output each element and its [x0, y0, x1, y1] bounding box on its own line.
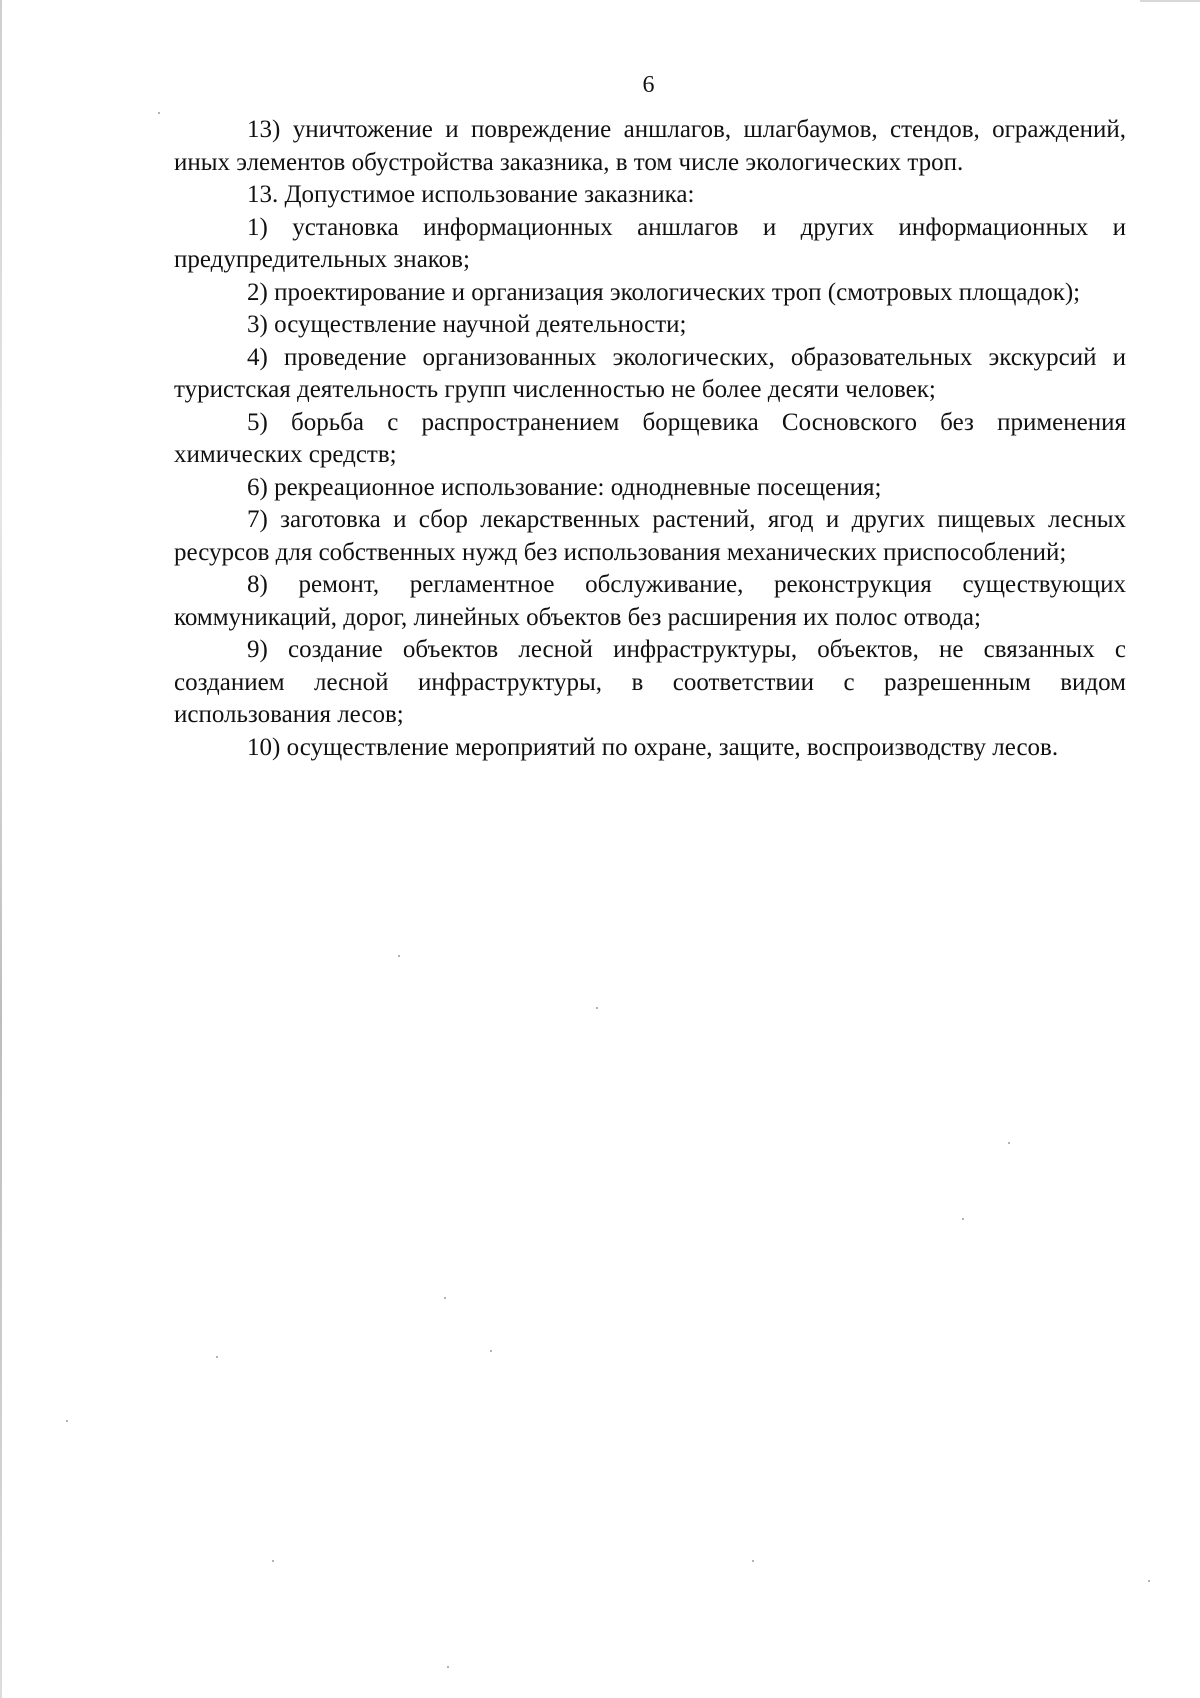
scan-speck: [962, 1218, 964, 1220]
paragraph-item-5: 5) борьба с распространением борщевика Сосновского без применения химических средств;: [174, 408, 1126, 468]
scan-speck: [444, 1297, 446, 1299]
scan-speck: [1148, 1580, 1150, 1582]
scan-speck: [158, 112, 160, 114]
scan-speck: [447, 1666, 449, 1668]
paragraph-item-6: 6) рекреационное использование: однодневные посещения;: [247, 473, 882, 501]
scan-speck: [490, 1350, 492, 1352]
document-body: [174, 114, 1126, 764]
scan-speck: [1008, 1142, 1010, 1144]
scan-speck: [66, 1420, 68, 1422]
paragraph-item-10: 10) осуществление мероприятий по охране, защите, воспроизводству лесов.: [247, 733, 1059, 761]
scan-speck: [596, 1007, 598, 1009]
paragraph-item-8: 8) ремонт, регламентное обслуживание, реконструкция существующих коммуникаций, дорог, линейных объектов без расширения их полос отвода;: [174, 571, 1126, 631]
scan-border-left: [0, 0, 2, 1698]
paragraph-item-13-destruction: 13) уничтожение и повреждение аншлагов, шлагбаумов, стендов, ограждений, иных элементов обустройства заказника, в том числе экологических троп.: [174, 116, 1126, 176]
scan-speck: [752, 1560, 754, 1562]
paragraph-item-4: 4) проведение организованных экологических, образовательных экскурсий и туристская деятельность групп численностью не более десяти человек;: [174, 343, 1126, 403]
paragraph-item-1: 1) установка информационных аншлагов и других информационных и предупредительных знаков;: [174, 213, 1126, 273]
page-number: 6: [642, 72, 655, 98]
paragraph-item-3: 3) осуществление научной деятельности;: [247, 311, 687, 338]
paragraph-item-9: 9) создание объектов лесной инфраструктуры, объектов, не связанных с созданием лесной инфраструктуры, в соответствии с разрешенным видом использования лесов;: [174, 636, 1126, 728]
scan-border-top: [1140, 0, 1200, 2]
scan-speck: [398, 955, 400, 957]
paragraph-item-2: 2) проектирование и организация экологических троп (смотровых площадок);: [247, 278, 1081, 306]
paragraph-section-13-heading: 13. Допустимое использование заказника:: [247, 181, 695, 208]
scan-speck: [216, 1356, 218, 1358]
scan-speck: [272, 1560, 274, 1562]
paragraph-item-7: 7) заготовка и сбор лекарственных растений, ягод и других пищевых лесных ресурсов для собственных нужд без использования механических приспособлений;: [174, 506, 1126, 566]
